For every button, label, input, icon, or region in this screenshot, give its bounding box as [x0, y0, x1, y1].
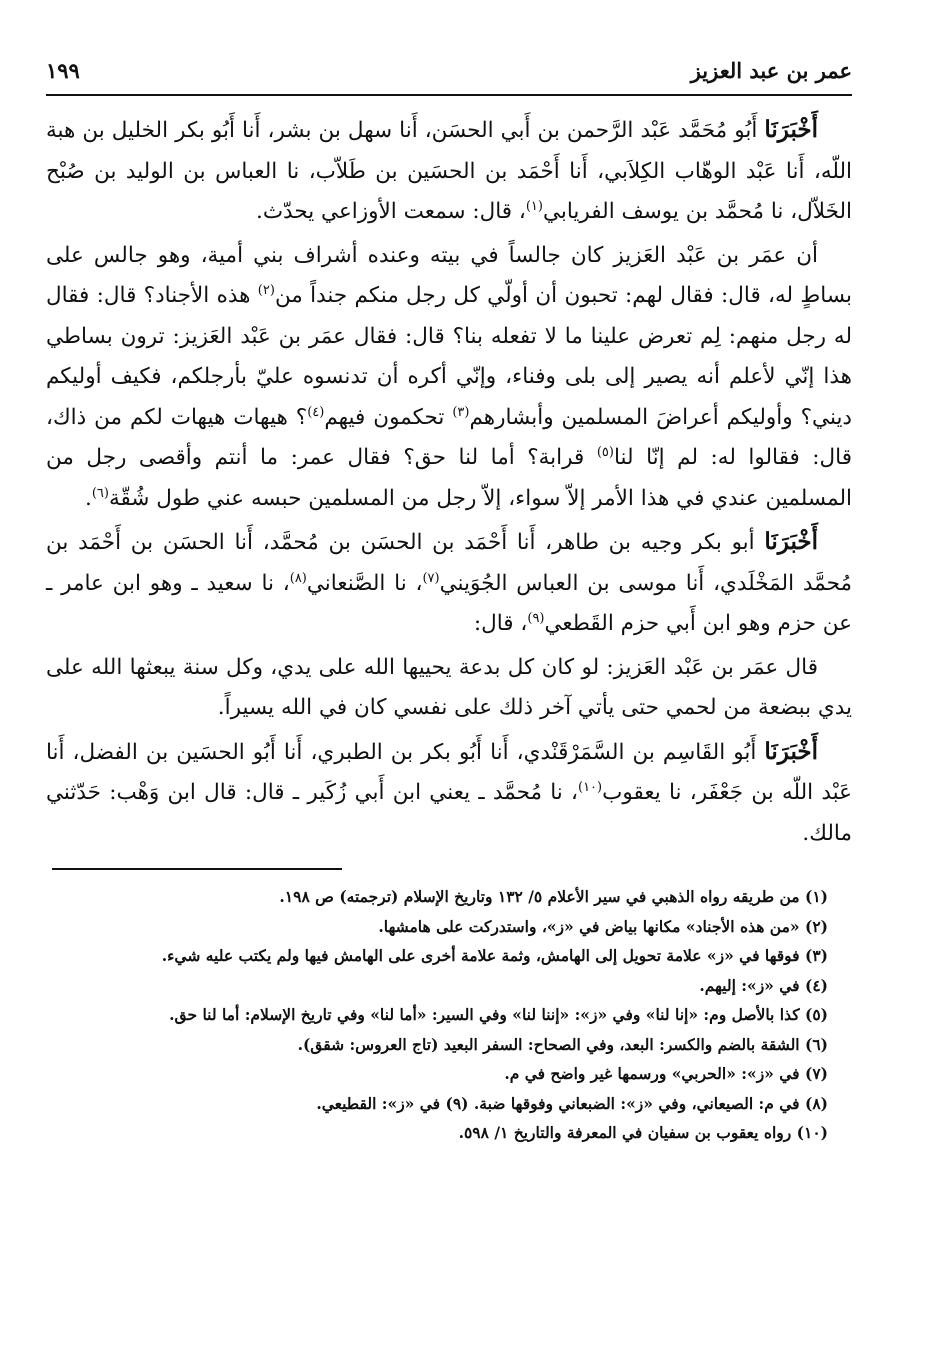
- paragraph: [46, 732, 852, 855]
- footnote-ref[interactable]: (٢): [257, 282, 275, 298]
- footnote: (١٠) رواه يعقوب بن سفيان في المعرفة والتاريخ ١/ ٥٩٨.: [458, 1123, 828, 1142]
- paragraph: [46, 522, 852, 645]
- footnote: (٢) «من هذه الأجناد» مكانها بياض في «ز»، واستدركت على هامشها.: [378, 916, 828, 936]
- footnote-ref[interactable]: (١٠): [578, 779, 603, 795]
- paragraph-text: أَبُو مُحَمَّد عَبْد الرَّحمن بن أَبي الحسَن، أَنا سهل بن بشر، أَنا أَبُو بكر الخليل بن هبة اللّه، أَنا عَبْد الوهّاب الكِلاَبي، أَنا أَحْمَد بن الحسَين بن طَلاّب، نا العباس بن الوليد بن صُبْح الخَلاّل، نا مُحمَّد بن يوسف الفريابي: [46, 118, 852, 224]
- paragraph: [46, 648, 852, 729]
- paragraph-text: ، نا سعيد ـ وهو ابن عامر ـ عن حزم وهو ابن أَبي حزم القَطعي: [46, 570, 852, 636]
- footnote: (٤) في «ز»: إليهم.: [699, 975, 828, 995]
- isnad-keyword: أَخْبَرَنَا: [764, 737, 818, 765]
- footnote-ref[interactable]: (٦): [91, 485, 109, 501]
- paragraph: [46, 236, 852, 520]
- footnote: (٦) الشقة بالضم والكسر: البعد، وفي الصحاح: السفر البعيد (تاج العروس: شقق).: [297, 1034, 828, 1054]
- footnote-ref[interactable]: (٩): [527, 610, 545, 626]
- footnote-separator: [52, 868, 342, 870]
- paragraph-text: هذه الأجناد؟ قال: فقال له رجل منهم: لِم تعرض علينا ما لا تفعله بنا؟ قال: فقال عمَر بن عَبْد العَزيز: ترون بساطي هذا إنّي لأعلم أنه يصير إلى بلى وفناء، وإنّي أكره أن تدنسوه عليّ بأرجلكم، فكيف أوليكم ديني؟ وأوليكم أعراضَ المسلمين وأبشارهم: [46, 283, 852, 430]
- isnad-keyword: أَخْبَرَنَا: [764, 528, 818, 555]
- footnote: (٣) فوقها في «ز» علامة تحويل إلى الهامش، وثمة علامة أخرى على الهامش فيها ولم يكتب عليه شيء.: [161, 946, 828, 965]
- footnote-ref[interactable]: (٥): [596, 444, 614, 460]
- footnote: (٥) كذا بالأصل وم: «إنا لنا» وفي «ز»: «إننا لنا» وفي السير: «أما لنا» وفي تاريخ الإسلام: أما لنا حق.: [169, 1005, 828, 1024]
- running-head: [46, 58, 852, 92]
- page-number: ١٩٩: [46, 58, 80, 83]
- paragraph-text: قرابة؟ أما لنا حق؟ فقال عمر: ما أنتم وأقصى رجل من المسلمين عندي في هذا الأمر إلاّ سواء، إلاّ رجل من المسلمين حبسه عني طول شُقّة: [46, 445, 852, 511]
- paragraph-text: ؟ هيهات هيهات لكم من ذاك، قال: فقالوا له: لم إنّا لنا: [46, 404, 852, 470]
- paragraph-text: ، قال:: [473, 611, 528, 636]
- paragraph-text: .: [84, 485, 92, 511]
- footnote-ref[interactable]: (٨): [289, 570, 307, 586]
- footnote: (٧) في «ز»: «الحربي» ورسمها غير واضح في م.: [504, 1064, 828, 1083]
- footnote-ref[interactable]: (٤): [307, 404, 325, 420]
- paragraph-text: قال عمَر بن عَبْد العَزيز: لو كان كل بدعة يحييها الله على يدي، وكل سنة يبعثها الله على يدي ببضعة من لحمي حتى يأتي آخر ذلك على نفسي كان في الله يسيراً.: [46, 654, 852, 720]
- footnote: (٨) في م: الصيعاني، وفي «ز»: الضبعاني وفوقها ضبة. (٩) في «ز»: القطيعي.: [316, 1093, 828, 1113]
- footnote-ref[interactable]: (٣): [452, 404, 470, 420]
- header-rule: [46, 94, 852, 96]
- footnote-ref[interactable]: (٧): [422, 570, 440, 586]
- paragraph-text: أن عمَر بن عَبْد العَزيز كان جالساً في بيته وعنده أشراف بني أمية، وهو جالس على بساطٍ له، قال: فقال لهم: تحبون أن أولّي كل رجل منكم جنداً من: [46, 242, 852, 308]
- paragraph-text: أبو بكر وجيه بن طاهر، أَنا أَحْمَد بن الحسَن بن مُحمَّد، أَنا الحسَن بن أَحْمَد بن مُحمَّد المَخْلَدي، أَنا موسى بن العباس الجُوَيني: [46, 530, 852, 596]
- paragraph-text: أَبُو القَاسِم بن السَّمَرْقَنْدي، أَنا أَبُو بكر بن الطبري، أَنا أَبُو الحسَين بن الفضل، أَنا عَبْد اللّه بن جَعْفَر، نا يعقوب: [46, 739, 852, 805]
- running-title: عمر بن عبد العزيز: [690, 58, 852, 83]
- footnote: (١) من طريقه رواه الذهبي في سير الأعلام ٥/ ١٣٢ وتاريخ الإسلام (ترجمته) ص ١٩٨.: [279, 887, 828, 906]
- footnotes: [46, 882, 852, 1148]
- main-text: [46, 110, 852, 854]
- footnote-ref[interactable]: (١): [525, 198, 543, 214]
- paragraph: [46, 110, 852, 233]
- paragraph-text: ، قال: سمعت الأوزاعي يحدّث.: [255, 199, 526, 224]
- paragraph-text: تحكمون فيهم: [324, 404, 453, 430]
- paragraph-text: ، نا مُحمَّد ـ يعني ابن أَبي زُكَير ـ قال: قال ابن وَهْب: حَدّثني مالك.: [46, 780, 852, 846]
- isnad-keyword: أَخْبَرَنَا: [764, 116, 818, 143]
- paragraph-text: ، نا الصَّنعاني: [306, 570, 423, 596]
